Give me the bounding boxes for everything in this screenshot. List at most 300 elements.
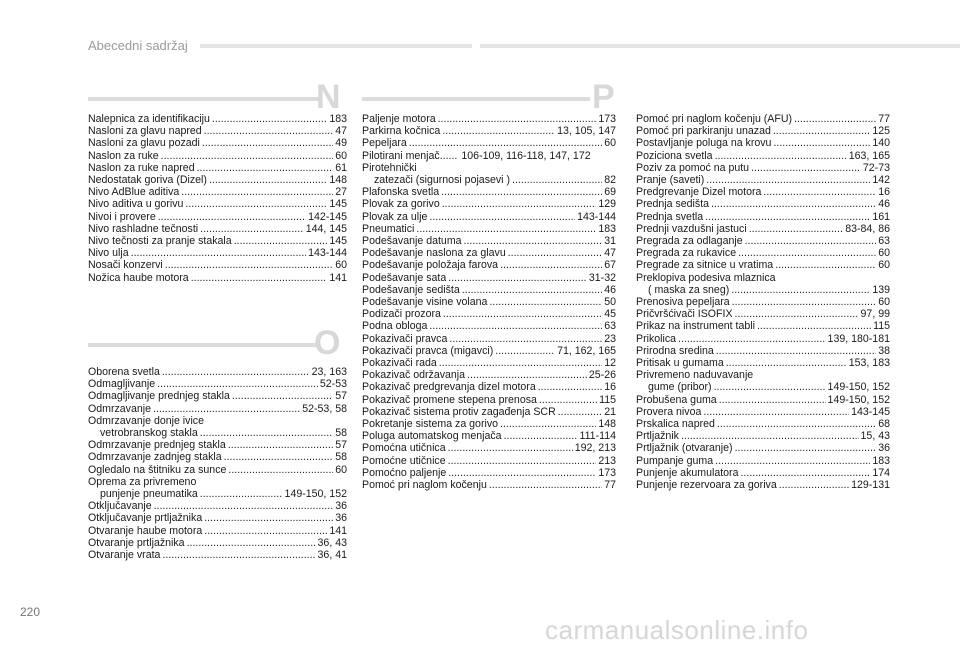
index-entry-pages: 115 xyxy=(873,320,890,333)
dot-leader xyxy=(726,357,847,369)
index-entry xyxy=(88,549,347,561)
index-entry xyxy=(636,113,890,125)
index-entry-term: punjenje pneumatika xyxy=(100,488,198,501)
index-entry xyxy=(362,211,616,223)
dot-leader xyxy=(757,320,871,332)
index-entry-term: Pomoć pri parkiranju unazad xyxy=(636,125,771,138)
index-entry-pages: 31 xyxy=(604,235,616,248)
index-entry xyxy=(88,500,347,512)
dot-leader xyxy=(703,406,849,418)
index-entry-pages: 63 xyxy=(878,235,890,248)
dot-leader xyxy=(200,223,304,235)
dot-leader xyxy=(409,137,602,149)
index-entry-pages: 71, 162, 165 xyxy=(557,344,616,357)
index-entry-term: Pričvršćivači ISOFIX xyxy=(636,308,733,321)
section-n-letter: N xyxy=(316,78,341,116)
dot-leader xyxy=(187,537,316,549)
index-entry xyxy=(88,162,347,174)
index-entry-term: Prtljažnik xyxy=(636,430,679,443)
dot-leader xyxy=(438,113,597,125)
index-entry xyxy=(636,442,890,454)
index-entry-pages: 106-109, 116-118, 147, 172 xyxy=(461,149,591,162)
index-entry xyxy=(636,235,890,247)
index-entry-pages: 72-73 xyxy=(862,161,890,174)
index-entry-pages: 60 xyxy=(604,137,616,150)
index-entry xyxy=(88,272,347,284)
index-entry-pages: 50 xyxy=(604,296,616,309)
index-entry-term: Pomoćno paljenje xyxy=(362,466,447,479)
dot-leader xyxy=(738,247,876,259)
dot-leader xyxy=(539,394,597,406)
index-entry-term: Odmrzavanje donje ivice xyxy=(88,414,204,427)
index-entry xyxy=(362,430,616,442)
index-entry xyxy=(636,320,890,332)
index-entry-pages: 143-144 xyxy=(577,210,616,223)
index-entry-term: Nosači konzervi xyxy=(88,259,163,272)
index-entry xyxy=(362,442,616,454)
section-p-divider xyxy=(362,97,590,101)
index-entry xyxy=(636,162,890,174)
index-entry-term: Podešavanje visine volana xyxy=(362,296,488,309)
index-entry-term: Nedostatak goriva (Dizel) xyxy=(88,174,207,187)
index-entry-pages: 58 xyxy=(335,451,347,464)
index-entry xyxy=(88,451,347,463)
index-entry-term: Oborena svetla xyxy=(88,366,160,378)
header-divider-right xyxy=(480,44,960,48)
index-entry-term: Poziv za pomoć na putu xyxy=(636,161,750,174)
index-entry xyxy=(636,211,890,223)
dot-leader xyxy=(191,272,328,284)
index-entry-pages: 145 xyxy=(329,198,347,211)
index-entry-pages: 148 xyxy=(598,418,616,431)
index-entry-term: Preklopiva podesiva mlaznica xyxy=(636,271,776,284)
index-entry-term: Otvaranje haube motora xyxy=(88,524,203,537)
index-entry xyxy=(88,512,347,524)
index-entry-term: Nalepnica za identifikaciju xyxy=(88,113,210,125)
index-entry-term: Poziciona svetla xyxy=(636,149,713,162)
index-entry-term: Odmrzavanje xyxy=(88,402,151,415)
index-entry xyxy=(636,394,890,406)
dot-leader xyxy=(467,369,587,381)
index-entry-term: Pneumatici xyxy=(362,222,415,235)
index-entry-pages: 46 xyxy=(878,198,890,211)
index-entry-term: Podešavanje sata xyxy=(362,271,447,284)
index-entry-pages: 82 xyxy=(604,174,616,187)
index-entry-pages: 60 xyxy=(335,463,347,476)
index-entry-term: Nivo tečnosti za pranje stakala xyxy=(88,235,232,248)
index-entry-pages: 49 xyxy=(335,137,347,150)
index-column-n xyxy=(88,113,347,284)
index-entry-pages: 63 xyxy=(604,320,616,333)
dot-leader xyxy=(740,467,870,479)
index-entry-pages: 36 xyxy=(335,512,347,525)
index-entry-term: Pokazivač održavanja xyxy=(362,369,466,382)
index-entry-term: Nivo aditiva u gorivu xyxy=(88,198,184,211)
index-entry xyxy=(362,455,616,467)
dot-leader xyxy=(504,430,578,442)
index-entry xyxy=(636,308,890,320)
index-entry-pages: 68 xyxy=(878,418,890,431)
index-entry-term: Pritisak u gumama xyxy=(636,357,724,370)
dot-leader xyxy=(200,488,283,500)
index-entry-term: Pokazivači rada xyxy=(362,357,437,370)
index-entry xyxy=(362,320,616,332)
index-entry-term: Pomoćne utičnice xyxy=(362,454,446,467)
index-entry xyxy=(636,455,890,467)
index-entry-term: Podešavanje sedišta xyxy=(362,283,460,296)
index-entry-pages: 36 xyxy=(335,500,347,513)
index-entry-pages: 125 xyxy=(872,125,890,138)
index-entry xyxy=(636,259,890,271)
index-entry-term: Nivo rashladne tečnosti xyxy=(88,222,199,235)
index-entry xyxy=(362,333,616,345)
index-entry-term: Pregrada za rukavice xyxy=(636,247,737,260)
index-entry xyxy=(362,357,616,369)
index-entry-term: Privremeno naduvavanje xyxy=(636,369,754,382)
index-entry-term: Parkirna kočnica xyxy=(362,125,441,138)
dot-leader xyxy=(204,512,333,524)
index-entry-pages: 148 xyxy=(329,174,347,187)
index-entry-term: Punjenje akumulatora xyxy=(636,466,739,479)
index-entry-term: Naslon za ruke xyxy=(88,149,159,162)
dot-leader xyxy=(439,357,602,369)
index-entry-pages: 46 xyxy=(604,283,616,296)
index-entry-term: Odmrzavanje prednjeg stakla xyxy=(88,439,226,452)
index-entry-pages: 38 xyxy=(878,344,890,357)
index-entry-pages: 36, 41 xyxy=(317,549,347,562)
header-divider-left xyxy=(200,44,472,48)
page-number: 220 xyxy=(20,605,41,619)
index-entry-pages: 77 xyxy=(604,479,616,492)
index-entry-pages: 115 xyxy=(599,393,616,406)
index-entry-term: zatezači (sigurnosi pojasevi ) xyxy=(374,174,511,187)
dot-leader xyxy=(429,211,575,223)
index-entry xyxy=(362,406,616,418)
index-entry-term: Prednji vazdušni jastuci xyxy=(636,222,747,235)
index-entry-term: Pokazivači pravca (migavci) xyxy=(362,344,494,357)
index-entry xyxy=(636,406,890,418)
dot-leader xyxy=(763,186,876,198)
dot-leader xyxy=(202,137,333,149)
index-entry xyxy=(88,247,347,259)
index-entry-term: Podešavanje datuma xyxy=(362,235,462,248)
index-entry xyxy=(362,162,616,174)
index-entry xyxy=(362,223,616,235)
index-entry-pages: 21 xyxy=(604,405,616,418)
index-entry-pages: 174 xyxy=(872,466,890,479)
index-entry-term: Pregrade za sitnice u vratima xyxy=(636,259,774,272)
index-entry-pages: 12 xyxy=(604,357,616,370)
index-entry xyxy=(88,259,347,271)
dot-leader xyxy=(735,442,877,454)
dot-leader xyxy=(735,308,859,320)
index-entry-pages: 143-144 xyxy=(308,247,347,260)
index-entry xyxy=(636,272,890,284)
index-entry-pages: 36 xyxy=(878,442,890,455)
index-entry xyxy=(88,378,347,390)
dot-leader xyxy=(489,479,602,491)
index-entry-pages: 60 xyxy=(335,149,347,162)
dot-leader xyxy=(749,223,844,235)
dot-leader xyxy=(773,125,870,137)
dot-leader xyxy=(678,333,826,345)
index-entry xyxy=(88,439,347,451)
index-entry-term: Pranje (saveti) xyxy=(636,174,705,187)
dot-leader xyxy=(773,137,870,149)
index-entry-term: Paljenje motora xyxy=(362,113,436,125)
index-entry xyxy=(88,390,347,402)
index-entry-pages: 142-145 xyxy=(308,210,347,223)
section-o-letter: O xyxy=(314,324,341,362)
index-entry xyxy=(362,113,616,125)
dot-leader xyxy=(538,381,602,393)
dot-leader xyxy=(209,174,327,186)
index-entry xyxy=(636,198,890,210)
index-entry-pages: 16 xyxy=(604,381,616,394)
index-entry xyxy=(88,186,347,198)
index-entry-pages: 129-131 xyxy=(851,479,890,492)
index-entry-pages: 52-53 xyxy=(319,378,347,391)
dot-leader xyxy=(500,418,596,430)
index-entry-pages: 192, 213 xyxy=(574,442,616,455)
dot-leader xyxy=(429,320,602,332)
index-entry xyxy=(636,137,890,149)
index-entry xyxy=(636,125,890,137)
index-entry-term: Pilotirani menjač...... xyxy=(362,149,458,162)
index-entry-pages: 67 xyxy=(604,259,616,272)
index-entry-term: Postavljanje poluga na krovu xyxy=(636,137,772,150)
index-entry-term: Ogledalo na štitniku za sunce xyxy=(88,463,227,476)
section-p-letter: P xyxy=(592,78,615,116)
index-entry xyxy=(362,150,616,162)
index-entry-pages: 61 xyxy=(335,161,347,174)
dot-leader xyxy=(204,125,334,137)
dot-leader xyxy=(681,430,859,442)
index-entry-term: Nivo ulja xyxy=(88,247,129,260)
index-entry-pages: 183 xyxy=(598,222,616,235)
index-entry xyxy=(362,125,616,137)
index-entry xyxy=(362,418,616,430)
index-entry-term: Pirotehnički xyxy=(362,161,417,174)
index-entry-pages: 173 xyxy=(598,113,616,125)
index-entry-pages: 69 xyxy=(604,186,616,199)
dot-leader xyxy=(719,394,826,406)
index-entry-term: Prtljažnik (otvaranje) xyxy=(636,442,733,455)
dot-leader xyxy=(717,418,876,430)
index-entry xyxy=(362,479,616,491)
dot-leader xyxy=(751,162,861,174)
index-entry-pages: 163, 165 xyxy=(848,149,890,162)
index-entry-pages: 111-114 xyxy=(579,430,616,443)
index-entry xyxy=(362,198,616,210)
index-entry-pages: 161 xyxy=(872,210,890,223)
index-entry xyxy=(362,467,616,479)
dot-leader xyxy=(232,390,333,402)
dot-leader xyxy=(165,259,333,271)
dot-leader xyxy=(185,198,327,210)
index-entry xyxy=(88,198,347,210)
index-entry-pages: 213 xyxy=(598,454,616,467)
index-entry-pages: 52-53, 58 xyxy=(302,402,347,415)
index-entry-pages: 139, 180-181 xyxy=(827,332,890,345)
dot-leader xyxy=(153,403,300,415)
index-entry-term: Prednja sedišta xyxy=(636,198,710,211)
index-entry-term: Pepeljara xyxy=(362,137,407,150)
index-entry-term: Nasloni za glavu pozadi xyxy=(88,137,200,150)
index-entry-term: Odmagljivanje xyxy=(88,378,156,391)
index-entry-pages: 23 xyxy=(604,332,616,345)
dot-leader xyxy=(212,113,327,125)
dot-leader xyxy=(779,479,849,491)
index-entry-term: Predgrevanje Dizel motora xyxy=(636,186,762,199)
index-entry-pages: 173 xyxy=(598,466,616,479)
index-entry-term: Pregrada za odlaganje xyxy=(636,235,743,248)
dot-leader xyxy=(131,247,306,259)
index-entry xyxy=(362,381,616,393)
index-column-p-left xyxy=(362,113,616,491)
index-entry-term: Nasloni za glavu napred xyxy=(88,125,202,138)
index-entry-term: Poluga automatskog menjača xyxy=(362,430,502,443)
dot-leader xyxy=(154,500,334,512)
dot-leader xyxy=(200,427,333,439)
index-entry xyxy=(362,259,616,271)
index-entry-pages: 183 xyxy=(329,113,347,125)
index-entry xyxy=(362,369,616,381)
index-entry-pages: 15, 43 xyxy=(860,430,890,443)
index-entry-term: Pokretanje sistema za gorivo xyxy=(362,418,499,431)
index-entry-pages: 58 xyxy=(335,427,347,440)
index-entry-pages: 143-145 xyxy=(851,405,890,418)
dot-leader xyxy=(448,442,573,454)
index-entry-term: Provera nivoa xyxy=(636,405,702,418)
dot-leader xyxy=(558,406,602,418)
index-entry-term: Podešavanje naslona za glavu xyxy=(362,247,506,260)
index-entry-term: Prednja svetla xyxy=(636,210,704,223)
index-entry xyxy=(636,479,890,491)
dot-leader xyxy=(228,464,333,476)
dot-leader xyxy=(416,223,596,235)
index-entry-pages: 145 xyxy=(329,235,347,248)
index-entry-term: Prirodna sredina xyxy=(636,344,714,357)
index-entry-pages: 140 xyxy=(872,137,890,150)
index-entry xyxy=(88,415,347,427)
dot-leader xyxy=(204,525,327,537)
index-entry-pages: 60 xyxy=(878,296,890,309)
index-entry-term: Plafonska svetla xyxy=(362,186,440,199)
dot-leader xyxy=(495,345,555,357)
index-entry xyxy=(88,113,347,125)
index-entry xyxy=(636,381,890,393)
dot-leader xyxy=(161,150,334,162)
index-entry xyxy=(88,488,347,500)
index-entry xyxy=(636,186,890,198)
index-entry xyxy=(88,403,347,415)
index-entry-pages: 25-26 xyxy=(588,369,616,382)
dot-leader xyxy=(500,259,602,271)
index-entry-term: Naslon za ruke napred xyxy=(88,161,195,174)
dot-leader xyxy=(715,150,847,162)
index-entry-pages: 57 xyxy=(335,439,347,452)
index-entry-pages: 97, 99 xyxy=(860,308,890,321)
index-entry-term: Pokazivači pravca xyxy=(362,332,448,345)
index-entry-term: Prenosiva pepeljara xyxy=(636,296,730,309)
dot-leader xyxy=(162,366,310,378)
index-entry-pages: 77 xyxy=(878,113,890,125)
index-entry-term: Otključavanje xyxy=(88,500,152,513)
dot-leader xyxy=(197,162,334,174)
dot-leader xyxy=(731,284,870,296)
index-entry-pages: 129 xyxy=(598,198,616,211)
index-entry-pages: 144, 145 xyxy=(305,222,347,235)
dot-leader xyxy=(462,284,602,296)
index-entry-pages: 149-150, 152 xyxy=(827,393,890,406)
dot-leader xyxy=(775,259,876,271)
index-entry xyxy=(88,537,347,549)
index-entry-pages: 23, 163 xyxy=(311,366,347,378)
index-entry xyxy=(636,296,890,308)
index-entry-term: Podešavanje položaja farova xyxy=(362,259,499,272)
dot-leader xyxy=(442,125,555,137)
dot-leader xyxy=(228,439,333,451)
index-entry-term: Pokazivač sistema protiv zagađenja SCR xyxy=(362,405,556,418)
index-entry xyxy=(636,333,890,345)
dot-leader xyxy=(441,186,602,198)
index-entry xyxy=(88,525,347,537)
index-entry-term: Nivo AdBlue aditiva xyxy=(88,186,180,199)
index-entry-term: Pokazivač promene stepena prenosa xyxy=(362,393,537,406)
index-entry-term: Pomoćna utičnica xyxy=(362,442,446,455)
index-entry xyxy=(88,137,347,149)
index-entry xyxy=(362,345,616,357)
index-entry xyxy=(88,174,347,186)
dot-leader xyxy=(794,113,876,125)
index-entry xyxy=(636,284,890,296)
index-entry-pages: 16 xyxy=(878,186,890,199)
dot-leader xyxy=(508,247,602,259)
watermark: carmanualsonline.info xyxy=(545,615,809,645)
index-entry xyxy=(636,369,890,381)
index-entry-term: Plovak za ulje xyxy=(362,210,428,223)
index-entry-term: gume (pribor) xyxy=(648,381,712,394)
dot-leader xyxy=(448,272,587,284)
dot-leader xyxy=(715,455,870,467)
index-entry-pages: 149-150, 152 xyxy=(284,488,347,501)
dot-leader xyxy=(224,451,334,463)
index-entry-term: Pomoć pri naglom kočenju (AFU) xyxy=(636,113,793,125)
index-entry xyxy=(362,308,616,320)
index-entry xyxy=(88,464,347,476)
index-entry xyxy=(636,357,890,369)
index-entry xyxy=(88,366,347,378)
section-o-divider xyxy=(88,343,320,347)
index-column-p-right xyxy=(636,113,890,491)
index-entry xyxy=(362,284,616,296)
dot-leader xyxy=(716,345,876,357)
index-entry-term: Otključavanje prtljažnika xyxy=(88,512,203,525)
index-entry xyxy=(362,174,616,186)
dot-leader xyxy=(442,198,597,210)
dot-leader xyxy=(745,235,877,247)
index-entry-term: Probušena guma xyxy=(636,393,717,406)
index-entry-term: Nožica haube motora xyxy=(88,271,189,284)
index-entry-pages: 57 xyxy=(335,390,347,403)
index-entry xyxy=(636,150,890,162)
index-entry-pages: 139 xyxy=(872,283,890,296)
dot-leader xyxy=(181,186,333,198)
index-entry-term: Pokazivač predgrevanja dizel motora xyxy=(362,381,536,394)
index-entry xyxy=(362,394,616,406)
index-entry-pages: 149-150, 152 xyxy=(827,381,890,394)
